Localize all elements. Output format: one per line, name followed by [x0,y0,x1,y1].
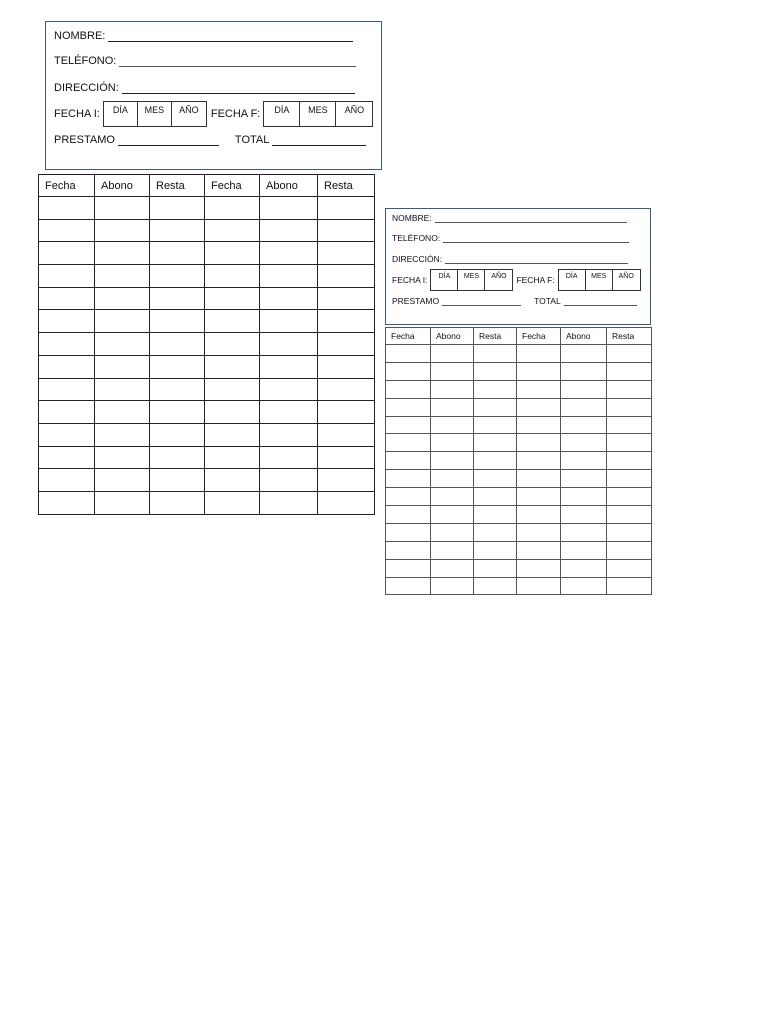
fecha-i-ano[interactable]: AÑO [491,273,507,280]
table-cell[interactable] [318,219,375,242]
table-row [386,470,652,488]
table-row [39,423,375,446]
table-cell[interactable] [318,197,375,220]
total-label: TOTAL [234,134,270,146]
loan-card-small [385,208,651,325]
table-cell[interactable] [205,197,260,220]
col-header-resta: Resta [474,328,517,345]
table-cell[interactable] [39,355,95,378]
table-cell[interactable] [318,401,375,424]
telefono-row [392,234,629,243]
table-cell[interactable] [386,470,431,488]
fecha-f-dia[interactable]: DÍA [264,102,300,126]
table-cell[interactable] [150,491,205,514]
direccion-label: DIRECCIÓN: [392,254,443,264]
table-cell[interactable] [561,559,607,577]
table-cell[interactable] [386,559,431,577]
table-cell[interactable] [561,452,607,470]
table-cell[interactable] [607,577,652,595]
table-cell[interactable] [150,265,205,288]
direccion-label: DIRECCIÓN: [54,82,119,94]
table-cell[interactable] [607,434,652,452]
direccion-field[interactable] [122,93,355,94]
table-cell[interactable] [205,219,260,242]
telefono-label: TELÉFONO: [392,233,441,243]
table-cell[interactable] [318,333,375,356]
table-cell[interactable] [431,380,474,398]
table-cell[interactable] [205,287,260,310]
table-cell[interactable] [318,378,375,401]
table-cell[interactable] [318,265,375,288]
table-row [386,398,652,416]
fecha-i-mes[interactable]: MES [138,102,172,126]
prestamo-label: PRESTAMO [392,296,440,306]
table-cell[interactable] [150,378,205,401]
table-row [386,362,652,380]
table-cell[interactable] [39,401,95,424]
table-row [39,491,375,514]
table-cell[interactable] [431,416,474,434]
table-cell[interactable] [95,446,150,469]
table-cell[interactable] [561,398,607,416]
table-cell[interactable] [260,446,318,469]
prestamo-field[interactable] [442,305,521,306]
total-field[interactable] [272,145,366,146]
fecha-i-box[interactable] [430,269,513,291]
table-cell[interactable] [39,242,95,265]
fecha-f-mes[interactable]: MES [300,102,336,126]
table-cell[interactable] [205,423,260,446]
table-cell[interactable] [260,378,318,401]
col-header-fecha: Fecha [39,175,95,197]
table-cell[interactable] [39,469,95,492]
table-cell[interactable] [95,355,150,378]
table-cell[interactable] [561,506,607,524]
fecha-row [54,101,373,127]
col-header-fecha: Fecha [517,328,561,345]
table-cell[interactable] [431,541,474,559]
table-cell[interactable] [318,423,375,446]
table-cell[interactable] [95,197,150,220]
table-cell[interactable] [318,446,375,469]
table-cell[interactable] [95,401,150,424]
direccion-row [54,83,355,94]
table-cell[interactable] [386,362,431,380]
table-cell[interactable] [150,310,205,333]
table-cell[interactable] [431,577,474,595]
payments-table-large [38,174,375,515]
table-cell[interactable] [517,470,561,488]
col-header-resta: Resta [150,175,205,197]
table-cell[interactable] [474,559,517,577]
table-row [386,452,652,470]
table-cell[interactable] [431,362,474,380]
table-cell[interactable] [517,362,561,380]
fecha-f-box[interactable] [263,101,373,127]
table-row [386,488,652,506]
table-cell[interactable] [205,333,260,356]
table-header-row [39,175,375,197]
table-cell[interactable] [474,470,517,488]
direccion-row [392,255,628,264]
table-cell[interactable] [95,219,150,242]
table-cell[interactable] [386,541,431,559]
table-cell[interactable] [95,491,150,514]
nombre-row [392,214,627,223]
table-cell[interactable] [95,242,150,265]
table-cell[interactable] [150,197,205,220]
table-cell[interactable] [39,491,95,514]
table-row [39,242,375,265]
table-cell[interactable] [318,287,375,310]
table-cell[interactable] [386,416,431,434]
table-cell[interactable] [95,287,150,310]
fecha-f-label: FECHA F: [210,107,261,120]
table-row [39,197,375,220]
table-cell[interactable] [474,345,517,363]
total-field[interactable] [564,305,637,306]
table-cell[interactable] [474,541,517,559]
table-cell[interactable] [517,380,561,398]
table-row [39,401,375,424]
table-cell[interactable] [260,310,318,333]
col-header-resta: Resta [318,175,375,197]
table-cell[interactable] [607,488,652,506]
table-cell[interactable] [260,401,318,424]
table-cell[interactable] [431,559,474,577]
table-cell[interactable] [607,416,652,434]
payments-table-small [385,327,652,595]
table-cell[interactable] [39,287,95,310]
col-header-abono: Abono [95,175,150,197]
table-cell[interactable] [260,469,318,492]
fecha-f-box[interactable] [558,269,641,291]
table-cell[interactable] [474,488,517,506]
table-cell[interactable] [260,265,318,288]
nombre-field[interactable] [435,222,627,223]
table-cell[interactable] [517,434,561,452]
table-row [386,434,652,452]
table-cell[interactable] [517,506,561,524]
fecha-i-mes[interactable]: MES [458,270,485,290]
table-cell[interactable] [517,452,561,470]
table-row [39,219,375,242]
fecha-row [392,269,641,291]
fecha-i-dia[interactable]: DÍA [104,102,138,126]
table-cell[interactable] [517,559,561,577]
table-cell[interactable] [260,242,318,265]
table-cell[interactable] [607,541,652,559]
table-cell[interactable] [39,333,95,356]
table-cell[interactable] [561,488,607,506]
col-header-abono: Abono [431,328,474,345]
col-header-resta: Resta [607,328,652,345]
table-row [386,541,652,559]
prestamo-row [54,135,366,146]
table-cell[interactable] [150,287,205,310]
table-cell[interactable] [517,398,561,416]
table-cell[interactable] [386,398,431,416]
nombre-label: NOMBRE: [392,213,432,223]
table-cell[interactable] [431,523,474,541]
table-cell[interactable] [607,380,652,398]
table-cell[interactable] [95,265,150,288]
table-cell[interactable] [150,446,205,469]
direccion-field[interactable] [445,263,628,264]
loan-card-large [45,21,382,170]
table-cell[interactable] [150,355,205,378]
fecha-i-label: FECHA I: [54,107,100,120]
table-cell[interactable] [386,452,431,470]
table-cell[interactable] [517,345,561,363]
fecha-f-mes[interactable]: MES [586,270,613,290]
table-cell[interactable] [517,488,561,506]
table-cell[interactable] [205,378,260,401]
table-cell[interactable] [150,242,205,265]
table-cell[interactable] [386,434,431,452]
table-row [386,523,652,541]
table-cell[interactable] [318,355,375,378]
table-cell[interactable] [474,380,517,398]
table-cell[interactable] [474,398,517,416]
table-cell[interactable] [205,355,260,378]
nombre-field[interactable] [108,41,353,42]
table-cell[interactable] [205,265,260,288]
table-cell[interactable] [474,416,517,434]
table-cell[interactable] [95,423,150,446]
table-cell[interactable] [561,523,607,541]
table-cell[interactable] [39,423,95,446]
table-cell[interactable] [386,506,431,524]
table-cell[interactable] [561,416,607,434]
fecha-f-ano[interactable]: AÑO [618,273,634,280]
table-cell[interactable] [517,416,561,434]
telefono-field[interactable] [443,242,629,243]
table-row [39,446,375,469]
table-cell[interactable] [607,362,652,380]
table-cell[interactable] [39,197,95,220]
table-row [386,345,652,363]
table-cell[interactable] [474,577,517,595]
table-cell[interactable] [561,434,607,452]
table-cell[interactable] [561,362,607,380]
table-cell[interactable] [39,219,95,242]
table-cell[interactable] [431,452,474,470]
table-header-row [386,328,652,345]
nombre-row [54,31,353,42]
table-cell[interactable] [607,345,652,363]
table-cell[interactable] [517,541,561,559]
fecha-f-label: FECHA F: [516,274,555,285]
table-cell[interactable] [431,345,474,363]
table-row [39,469,375,492]
table-cell[interactable] [474,434,517,452]
table-cell[interactable] [260,423,318,446]
table-cell[interactable] [205,310,260,333]
table-row [39,310,375,333]
table-cell[interactable] [39,378,95,401]
table-cell[interactable] [561,345,607,363]
table-cell[interactable] [318,310,375,333]
table-row [39,265,375,288]
table-cell[interactable] [150,219,205,242]
table-cell[interactable] [260,355,318,378]
table-cell[interactable] [318,469,375,492]
telefono-label: TELÉFONO: [54,55,117,67]
prestamo-label: PRESTAMO [54,134,115,146]
fecha-i-label: FECHA I: [392,274,428,285]
table-cell[interactable] [95,310,150,333]
table-cell[interactable] [431,488,474,506]
table-cell[interactable] [39,310,95,333]
table-cell[interactable] [561,541,607,559]
table-cell[interactable] [95,378,150,401]
fecha-f-ano[interactable]: AÑO [344,105,365,115]
table-cell[interactable] [205,491,260,514]
table-cell[interactable] [150,333,205,356]
table-cell[interactable] [607,452,652,470]
table-cell[interactable] [431,434,474,452]
table-row [39,333,375,356]
table-cell[interactable] [260,287,318,310]
table-cell[interactable] [260,491,318,514]
table-cell[interactable] [474,362,517,380]
table-row [386,559,652,577]
fecha-i-dia[interactable]: DÍA [431,270,458,290]
table-cell[interactable] [561,577,607,595]
table-row [386,380,652,398]
table-cell[interactable] [260,219,318,242]
table-cell[interactable] [474,523,517,541]
table-row [39,287,375,310]
table-cell[interactable] [386,488,431,506]
prestamo-row [392,297,637,306]
table-cell[interactable] [431,470,474,488]
prestamo-field[interactable] [118,145,219,146]
col-header-abono: Abono [260,175,318,197]
table-cell[interactable] [95,469,150,492]
table-cell[interactable] [607,470,652,488]
col-header-fecha: Fecha [205,175,260,197]
table-cell[interactable] [431,398,474,416]
table-row [39,378,375,401]
col-header-fecha: Fecha [386,328,431,345]
table-cell[interactable] [607,398,652,416]
table-cell[interactable] [205,469,260,492]
table-cell[interactable] [607,523,652,541]
table-row [386,577,652,595]
table-cell[interactable] [39,265,95,288]
table-cell[interactable] [386,345,431,363]
table-cell[interactable] [150,469,205,492]
total-label: TOTAL [534,296,561,306]
table-cell[interactable] [95,333,150,356]
table-cell[interactable] [150,423,205,446]
table-cell[interactable] [474,452,517,470]
table-cell[interactable] [474,506,517,524]
table-cell[interactable] [260,197,318,220]
table-row [39,355,375,378]
table-row [386,416,652,434]
table-row [386,506,652,524]
table-cell[interactable] [517,577,561,595]
table-cell[interactable] [431,506,474,524]
fecha-i-box[interactable] [103,101,207,127]
table-cell[interactable] [607,559,652,577]
telefono-row [54,56,356,67]
table-cell[interactable] [386,523,431,541]
fecha-i-ano[interactable]: AÑO [179,105,199,115]
col-header-abono: Abono [561,328,607,345]
table-cell[interactable] [318,491,375,514]
table-cell[interactable] [205,401,260,424]
table-cell[interactable] [260,333,318,356]
nombre-label: NOMBRE: [54,30,106,42]
table-cell[interactable] [150,401,205,424]
table-cell[interactable] [386,380,431,398]
table-cell[interactable] [205,446,260,469]
table-cell[interactable] [517,523,561,541]
table-cell[interactable] [561,380,607,398]
telefono-field[interactable] [119,66,356,67]
table-cell[interactable] [205,242,260,265]
table-cell[interactable] [607,506,652,524]
table-cell[interactable] [318,242,375,265]
fecha-f-dia[interactable]: DÍA [559,270,586,290]
table-cell[interactable] [561,470,607,488]
table-cell[interactable] [386,577,431,595]
table-cell[interactable] [39,446,95,469]
